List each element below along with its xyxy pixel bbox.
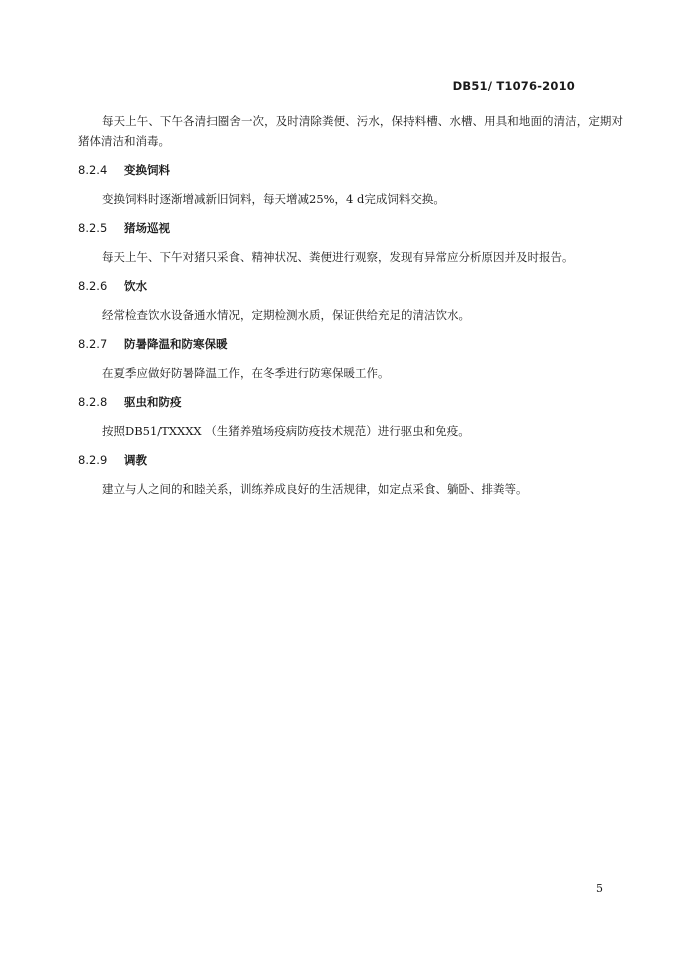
section-heading xyxy=(78,161,623,179)
section-8-2-4 xyxy=(78,161,623,209)
section-title: 驱虫和防疫 xyxy=(124,395,182,409)
section-title: 饮水 xyxy=(124,279,147,293)
section-number: 8.2.7 xyxy=(78,337,108,351)
section-8-2-8 xyxy=(78,393,623,441)
section-8-2-6 xyxy=(78,277,623,325)
intro-paragraph: 每天上午、下午各清扫圈舍一次，及时清除粪便、污水，保持料槽、水槽、用具和地面的清洁，定期对猪体清洁和消毒。 xyxy=(78,114,623,148)
section-number: 8.2.6 xyxy=(78,279,108,293)
section-heading xyxy=(78,219,623,237)
section-body: 每天上午、下午对猪只采食、精神状况、粪便进行观察，发现有异常应分析原因并及时报告。 xyxy=(102,250,574,264)
section-body: 建立与人之间的和睦关系，训练养成良好的生活规律，如定点采食、躺卧、排粪等。 xyxy=(102,482,528,496)
section-heading xyxy=(78,277,623,295)
section-number: 8.2.8 xyxy=(78,395,108,409)
section-heading xyxy=(78,451,623,469)
document-body xyxy=(78,111,623,499)
standard-code-header: DB51/ T1076-2010 xyxy=(452,79,575,93)
section-title: 防暑降温和防寒保暖 xyxy=(124,337,228,351)
section-number: 8.2.5 xyxy=(78,221,108,235)
section-heading xyxy=(78,335,623,353)
section-title: 变换饲料 xyxy=(124,163,170,177)
section-body: 在夏季应做好防暑降温工作，在冬季进行防寒保暖工作。 xyxy=(102,366,390,380)
section-title: 调教 xyxy=(124,453,147,467)
section-8-2-9 xyxy=(78,451,623,499)
section-body: 变换饲料时逐渐增减新旧饲料，每天增减25%，4 d完成饲料交换。 xyxy=(102,192,445,206)
section-heading xyxy=(78,393,623,411)
section-title: 猪场巡视 xyxy=(124,221,170,235)
section-number: 8.2.9 xyxy=(78,453,108,467)
section-8-2-7 xyxy=(78,335,623,383)
section-body: 经常检查饮水设备通水情况，定期检测水质，保证供给充足的清洁饮水。 xyxy=(102,308,470,322)
section-number: 8.2.4 xyxy=(78,163,108,177)
page-number: 5 xyxy=(596,882,603,895)
section-8-2-5 xyxy=(78,219,623,267)
section-body: 按照DB51/TXXXX （生猪养殖场疫病防疫技术规范）进行驱虫和免疫。 xyxy=(102,424,470,438)
